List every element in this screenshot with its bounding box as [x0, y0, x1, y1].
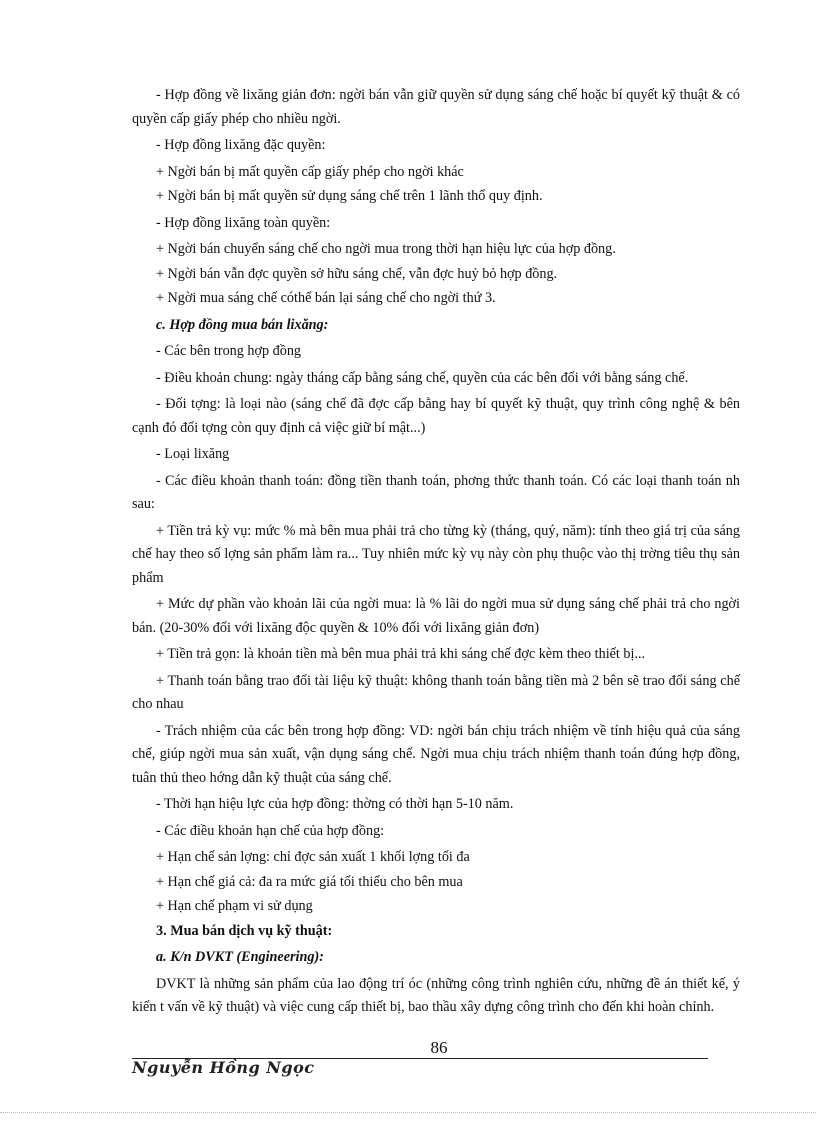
paragraph-royalty: + Tiền trả kỳ vụ: mức % mà bên mua phải trả cho từng kỳ (tháng, quý, năm): tính theo giá trị của sáng chế hay theo số lợng sản phẩm làm ra... Tuy nhiên mức kỳ vụ này còn phụ thuộc vào thị trờng tiêu thụ sản phẩm — [132, 522, 740, 586]
page-body — [132, 84, 740, 1023]
paragraph-exclusive-license: - Hợp đồng lixăng đặc quyền: — [156, 137, 326, 153]
paragraph-payment-terms: - Các điều khoản thanh toán: đồng tiền thanh toán, phơng thức thanh toán. Có các loại thanh toán nh sau: — [132, 472, 740, 512]
paragraph-general-terms: - Điều khoản chung: ngày tháng cấp bằng sáng chế, quyền của các bên đối với bằng sáng chế. — [156, 369, 689, 386]
paragraph-full-item-2: + Ngời bán vẫn đợc quyền sở hữu sáng chế, vẫn đợc huỷ bỏ hợp đồng. — [156, 265, 558, 282]
paragraph-restriction-price: + Hạn chế giá cả: đa ra mức giá tối thiểu cho bên mua — [156, 873, 463, 890]
paragraph-lump-sum: + Tiền trả gọn: là khoản tiền mà bên mua phải trả khi sáng chế đợc kèm theo thiết bị... — [156, 646, 646, 662]
paragraph-profit-share: + Mức dự phần vào khoản lãi của ngời mua: là % lãi do ngời mua sử dụng sáng chế phải trả cho ngời bán. (20-30% đối với lixăng độc quyền & 10% đối với lixăng giản đơn) — [132, 596, 740, 636]
paragraph-full-item-3: + Ngời mua sáng chế cóthể bán lại sáng chế cho ngời thứ 3. — [156, 290, 496, 306]
page-number: 86 — [422, 1038, 456, 1058]
section-heading-3: 3. Mua bán dịch vụ kỹ thuật: — [156, 922, 333, 939]
paragraph-restriction-scope: + Hạn chế phạm vi sử dụng — [156, 898, 313, 914]
paragraph-subject: - Đối tợng: là loại nào (sáng chế đã đợc cấp bằng hay bí quyết kỹ thuật, quy trình công nghệ & bên cạnh đó đối tợng còn quy định cả việc giữ bí mật...) — [132, 396, 740, 436]
paragraph-parties: - Các bên trong hợp đồng — [156, 343, 302, 359]
paragraph-full-license: - Hợp đồng lixăng toàn quyền: — [156, 214, 331, 231]
paragraph-license-type: - Loại lixăng — [156, 446, 230, 462]
page-bottom-border — [0, 1112, 816, 1113]
paragraph-exclusive-item-2: + Ngời bán bị mất quyền sử dụng sáng chế trên 1 lãnh thổ quy định. — [156, 188, 543, 204]
paragraph-full-item-1: + Ngời bán chuyển sáng chế cho ngời mua trong thời hạn hiệu lực của hợp đồng. — [156, 241, 616, 257]
paragraph-responsibilities: - Trách nhiệm của các bên trong hợp đồng: VD: ngời bán chịu trách nhiệm về tính hiệu quả của sáng chế, giúp ngời mua sản xuất, vận dụng sáng chế. Ngời mua chịu trách nhiệm thanh toán đúng hợp đồng, tuân thủ theo hớng dẫn kỹ thuật của sáng chế. — [132, 722, 740, 786]
paragraph-dvkt-definition: DVKT là những sản phẩm của lao động trí óc (những công trình nghiên cứu, những đề án thiết kế, ý kiến t vấn về kỹ thuật) và việc cung cấp thiết bị, bao thầu xây dựng công trình cho đến khi hoàn chỉnh. — [132, 975, 740, 1015]
paragraph-restriction-output: + Hạn chế sản lợng: chỉ đợc sản xuất 1 khối lợng tối đa — [156, 849, 470, 865]
section-heading-c: c. Hợp đồng mua bán lixăng: — [156, 316, 329, 333]
section-heading-a: a. K/n DVKT (Engineering): — [156, 949, 324, 965]
author-signature: Nguyễn Hồng Ngọc — [132, 1058, 315, 1077]
paragraph-restrictions: - Các điều khoản hạn chế của hợp đồng: — [156, 822, 385, 839]
paragraph-simple-license: - Hợp đồng về lixăng giản đơn: ngời bán vẫn giữ quyền sử dụng sáng chế hoặc bí quyết kỹ thuật & có quyền cấp giấy phép cho nhiều ngời. — [132, 87, 740, 127]
paragraph-validity: - Thời hạn hiệu lực của hợp đồng: thờng có thời hạn 5-10 năm. — [156, 796, 514, 812]
paragraph-exchange: + Thanh toán bằng trao đổi tài liệu kỹ thuật: không thanh toán bằng tiền mà 2 bên sẽ trao đổi sáng chế cho nhau — [132, 672, 740, 712]
paragraph-exclusive-item-1: + Ngời bán bị mất quyền cấp giấy phép cho ngời khác — [156, 163, 464, 180]
